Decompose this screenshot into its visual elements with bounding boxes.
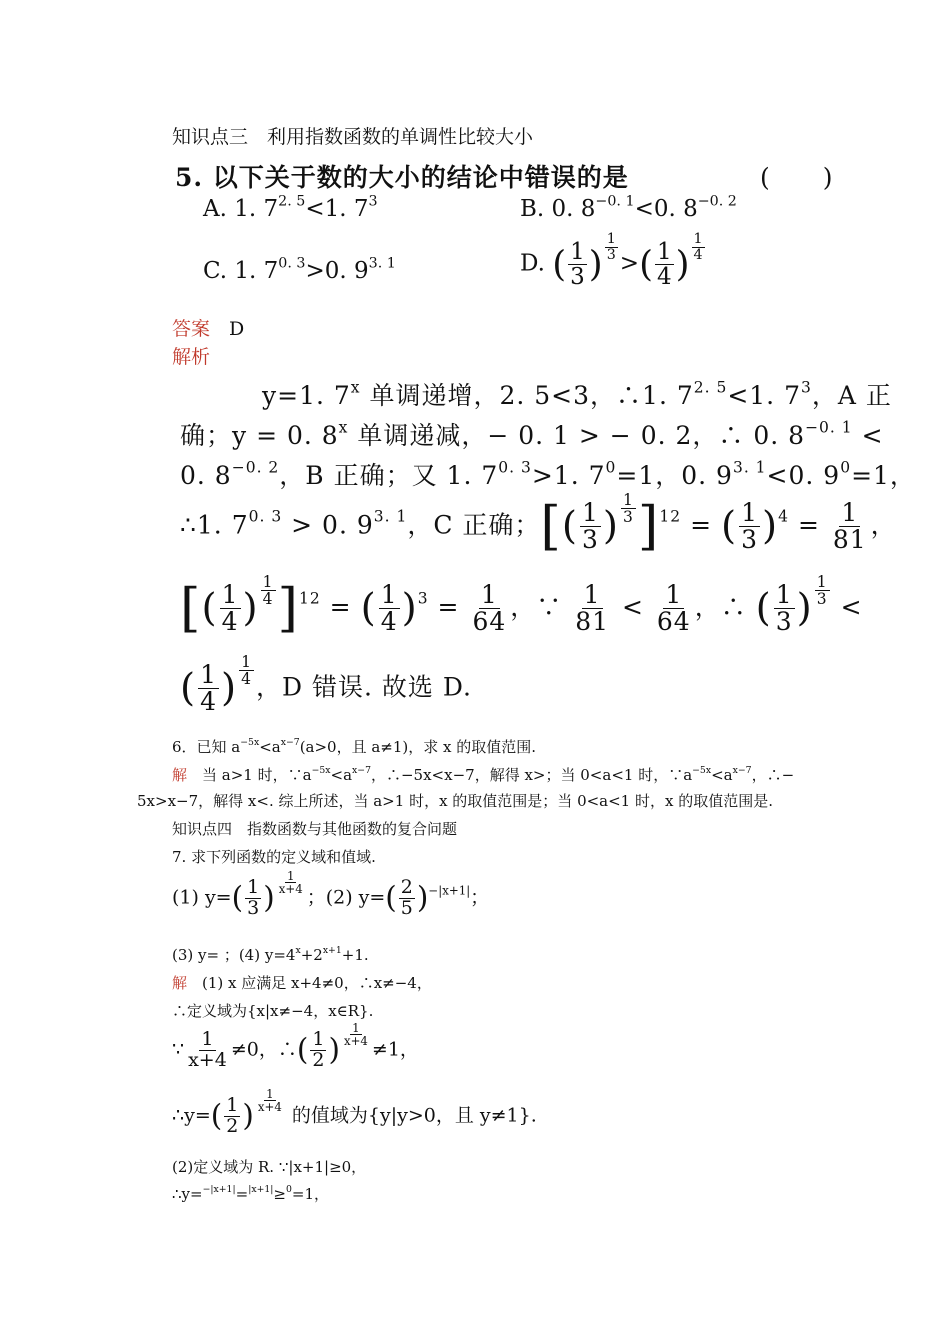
- q5-solution-line-3: 0. $8^{-0. 2}$，B 正确；又 1. $7^{0. 3}>1$. $7^0=1$，0. $9^{3. 1}<0$. $9^0=1$，: [180, 458, 916, 490]
- q5-analysis-label: 解析: [172, 346, 211, 368]
- q5-stem: 5. 以下关于数的大小的结论中错误的是: [175, 163, 629, 192]
- q7-solution-line-3: ∵ $\frac{1}{x+4}$ ≠0，∴( $\frac{1}{2}$ ) $\frac{1}{x+4}$ ≠1，: [172, 1021, 419, 1071]
- q6-stem: 6．已知 $a^{-5x}<a^{x-7}(a>0$，且 a≠1)，求 x 的取值范围.: [172, 737, 537, 756]
- q5-solution-line-6: ( $\frac{1}{4}$ ) $\frac{1}{4}$ ，D 错误. 故选 D.: [180, 653, 472, 717]
- q5-option-a: A. 1. $7^{2. 5}<1$. $7^3$: [203, 193, 378, 222]
- q7-solution-line-2: ∴定义域为{x|x≠−4，x∈R}.: [172, 1002, 374, 1020]
- q5-option-b: B. 0. $8^{-0. 1}<0$. $8^{-0. 2}$: [520, 193, 737, 222]
- q5-solution-line-4: ∴1. $7^{0. 3} > 0$. $9^{3. 1}$，C 正确；[( $\frac{1}{3}$ ) $\frac{1}{3}$ ]$^{12}$ = ( $\frac{1}{3}$ )$^4$ = $\frac{1}{81}$ ，: [180, 491, 897, 557]
- q5-option-d: D. ( $\frac{1}{3}$ ) $\frac{1}{3}$ >( $\frac{1}{4}$ ) $\frac{1}{4}$: [520, 231, 703, 291]
- q5-answer-paren: ( ): [760, 163, 834, 192]
- q7-solution-line-4: ∴y=( $\frac{1}{2}$ ) $\frac{1}{x+4}$ 的值域为{y|y>0，且 y≠1}.: [172, 1087, 537, 1137]
- q5-option-c: C. 1. $7^{0. 3}>0$. $9^{3. 1}$: [203, 255, 396, 284]
- q5-answer: 答案 D: [172, 318, 245, 340]
- q6-solution-line-2: 5x>x−7，解得 x<. 综上所述，当 a>1 时，x 的取值范围是；当 0<a<1 时，x 的取值范围是.: [137, 792, 773, 810]
- q7-solution-line-5: (2)定义域为 R. ∵|x+1|≥0，: [172, 1158, 367, 1176]
- q7-solution-line-6: ∴y=$^{-|x+1|}$=$^{|x+1|}$≥$^0$=1，: [172, 1184, 330, 1203]
- q7-solution-line-1: 解 (1) x 应满足 x+4≠0，∴x≠−4，: [172, 974, 432, 992]
- section-title-3: 知识点三 利用指数函数的单调性比较大小: [172, 126, 534, 148]
- section-title-4: 知识点四 指数函数与其他函数的复合问题: [172, 820, 458, 838]
- q7-parts-3-4: (3) y= ；(4) $y=4^x+2^{x+1}+1$.: [172, 945, 369, 964]
- q5-solution-line-2: 确；y = 0. 8$^x$ 单调递减，− 0. 1 > − 0. 2，∴ 0. $8^{-0. 1}$ <: [180, 418, 884, 450]
- q5-solution-line-5: [( $\frac{1}{4}$ ) $\frac{1}{4}$ ]$^{12}$ = ( $\frac{1}{4}$ )$^3$ = $\frac{1}{64}$ ，∵ $\frac{1}{81}$ < $\frac{1}{64}$ ，∴ ( $\frac{1}{3}$ ) $\frac{1}{3}$ <: [180, 573, 863, 639]
- q5-solution-line-1: y=1. 7$^x$ 单调递增，2. 5<3，∴1. $7^{2. 5}<1$. $7^3$，A 正: [262, 378, 892, 410]
- q7-stem: 7. 求下列函数的定义域和值域.: [172, 848, 376, 866]
- q7-parts-1-2: (1) y=( $\frac{1}{3}$ ) $\frac{1}{x+4}$ ；(2) y=( $\frac{2}{5}$ )$^{-|x+1|}$；: [172, 869, 490, 919]
- q6-solution-line-1: 解 当 a>1 时，$\because a^{-5x}<a^{x-7}$，∴−5x<x−7，解得 x>；当 0<a<1 时，$\because a^{-5x}<a^{x-7}$，∴−: [172, 765, 795, 784]
